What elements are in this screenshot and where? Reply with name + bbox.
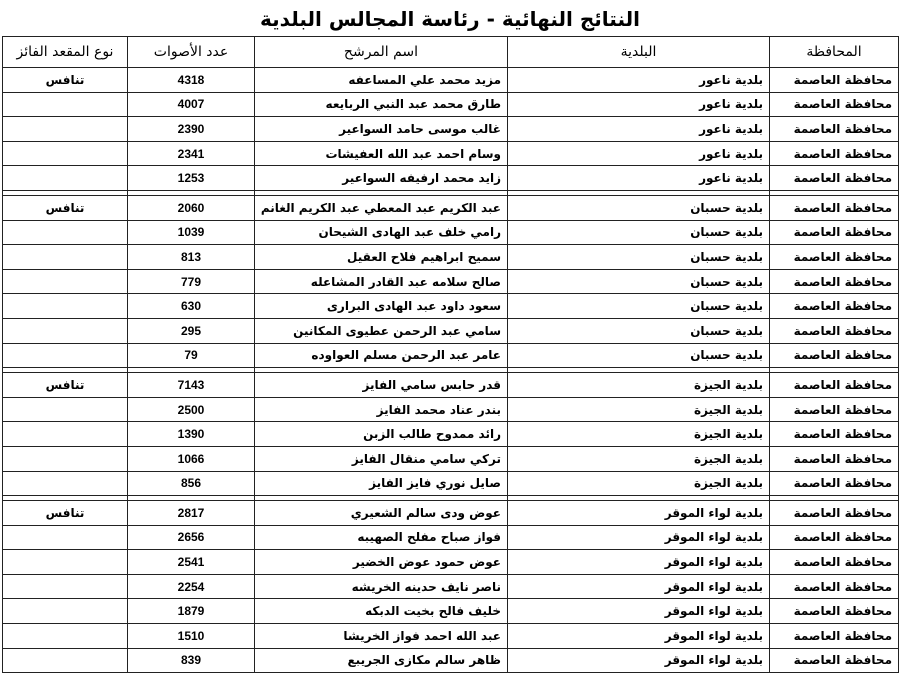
table-row (3, 294, 899, 319)
governorate-cell: محافظة العاصمة (770, 525, 899, 550)
candidate-name-cell: بندر عناد محمد الفايز (255, 397, 508, 422)
municipality-cell: بلدية لواء الموقر (508, 550, 770, 575)
table-row (3, 318, 899, 343)
votes-cell: 2390 (128, 117, 255, 142)
governorate-cell: محافظة العاصمة (770, 648, 899, 673)
governorate-cell: محافظة العاصمة (770, 269, 899, 294)
governorate-cell: محافظة العاصمة (770, 141, 899, 166)
governorate-cell: محافظة العاصمة (770, 245, 899, 270)
votes-cell: 1510 (128, 624, 255, 649)
seat-type-cell (3, 117, 128, 142)
municipality-cell: بلدية ناعور (508, 141, 770, 166)
table-row (3, 501, 899, 526)
table-row (3, 525, 899, 550)
seat-type-cell (3, 343, 128, 368)
governorate-cell: محافظة العاصمة (770, 397, 899, 422)
candidate-name-cell: مزيد محمد علي المساعفه (255, 68, 508, 93)
candidate-name-cell: عبد الكريم عبد المعطي عبد الكريم الغانم (255, 195, 508, 220)
municipality-cell: بلدية الجيزة (508, 471, 770, 496)
seat-type-cell (3, 446, 128, 471)
seat-type-cell (3, 92, 128, 117)
municipality-cell: بلدية لواء الموقر (508, 599, 770, 624)
seat-type-cell (3, 525, 128, 550)
municipality-cell: بلدية لواء الموقر (508, 648, 770, 673)
governorate-cell: محافظة العاصمة (770, 117, 899, 142)
candidate-name-cell: وسام احمد عبد الله العفيشات (255, 141, 508, 166)
votes-cell: 7143 (128, 373, 255, 398)
candidate-name-cell: فواز صباح مفلح الصهيبه (255, 525, 508, 550)
municipality-cell: بلدية الجيزة (508, 446, 770, 471)
candidate-name-cell: صالح سلامه عبد القادر المشاعله (255, 269, 508, 294)
header-seat-type: نوع المقعد الفائز (3, 37, 128, 68)
seat-type-cell (3, 166, 128, 191)
table-row (3, 648, 899, 673)
governorate-cell: محافظة العاصمة (770, 624, 899, 649)
table-header-row (3, 37, 899, 68)
municipality-cell: بلدية حسبان (508, 294, 770, 319)
table-row (3, 373, 899, 398)
municipality-cell: بلدية حسبان (508, 343, 770, 368)
governorate-cell: محافظة العاصمة (770, 446, 899, 471)
seat-type-cell (3, 550, 128, 575)
page-title: النتائج النهائية - رئاسة المجالس البلدية (260, 7, 640, 31)
votes-cell: 630 (128, 294, 255, 319)
candidate-name-cell: عوض حمود عوض الخضير (255, 550, 508, 575)
municipality-cell: بلدية حسبان (508, 245, 770, 270)
table-row (3, 446, 899, 471)
candidate-name-cell: سميح ابراهيم فلاح العقيل (255, 245, 508, 270)
votes-cell: 839 (128, 648, 255, 673)
seat-type-cell: تنافس (3, 501, 128, 526)
table-row (3, 220, 899, 245)
table-row (3, 422, 899, 447)
candidate-name-cell: رامي خلف عبد الهادى الشيحان (255, 220, 508, 245)
seat-type-cell: تنافس (3, 373, 128, 398)
candidate-name-cell: سعود داود عبد الهادى البرارى (255, 294, 508, 319)
table-row (3, 550, 899, 575)
seat-type-cell (3, 624, 128, 649)
municipality-cell: بلدية ناعور (508, 117, 770, 142)
votes-cell: 1879 (128, 599, 255, 624)
header-governorate: المحافظة (770, 37, 899, 68)
candidate-name-cell: ظاهر سالم مكازى الجريبع (255, 648, 508, 673)
municipality-cell: بلدية حسبان (508, 195, 770, 220)
municipality-cell: بلدية ناعور (508, 92, 770, 117)
table-row (3, 343, 899, 368)
governorate-cell: محافظة العاصمة (770, 195, 899, 220)
governorate-cell: محافظة العاصمة (770, 550, 899, 575)
table-row (3, 624, 899, 649)
candidate-name-cell: طارق محمد عبد النبي الربايعه (255, 92, 508, 117)
municipality-cell: بلدية حسبان (508, 318, 770, 343)
table-row (3, 195, 899, 220)
governorate-cell: محافظة العاصمة (770, 318, 899, 343)
seat-type-cell (3, 397, 128, 422)
seat-type-cell (3, 599, 128, 624)
municipality-cell: بلدية حسبان (508, 220, 770, 245)
votes-cell: 1039 (128, 220, 255, 245)
header-candidate: اسم المرشح (255, 37, 508, 68)
votes-cell: 4318 (128, 68, 255, 93)
votes-cell: 2817 (128, 501, 255, 526)
table-row (3, 166, 899, 191)
votes-cell: 1390 (128, 422, 255, 447)
candidate-name-cell: ناصر نايف حدينه الخريشه (255, 574, 508, 599)
table-row (3, 574, 899, 599)
candidate-name-cell: رائد ممدوح طالب الزبن (255, 422, 508, 447)
votes-cell: 1253 (128, 166, 255, 191)
table-row (3, 68, 899, 93)
municipality-cell: بلدية ناعور (508, 68, 770, 93)
governorate-cell: محافظة العاصمة (770, 501, 899, 526)
seat-type-cell (3, 318, 128, 343)
governorate-cell: محافظة العاصمة (770, 166, 899, 191)
votes-cell: 2060 (128, 195, 255, 220)
table-body (3, 68, 899, 673)
seat-type-cell: تنافس (3, 68, 128, 93)
candidate-name-cell: عوض ودى سالم الشعيري (255, 501, 508, 526)
seat-type-cell (3, 220, 128, 245)
municipality-cell: بلدية الجيزة (508, 422, 770, 447)
governorate-cell: محافظة العاصمة (770, 574, 899, 599)
candidate-name-cell: عامر عبد الرحمن مسلم العواوده (255, 343, 508, 368)
municipality-cell: بلدية حسبان (508, 269, 770, 294)
candidate-name-cell: غالب موسى حامد السواعير (255, 117, 508, 142)
governorate-cell: محافظة العاصمة (770, 92, 899, 117)
governorate-cell: محافظة العاصمة (770, 294, 899, 319)
header-votes: عدد الأصوات (128, 37, 255, 68)
candidate-name-cell: تركي سامي منقال الفايز (255, 446, 508, 471)
votes-cell: 2254 (128, 574, 255, 599)
table-row (3, 471, 899, 496)
votes-cell: 856 (128, 471, 255, 496)
votes-cell: 2500 (128, 397, 255, 422)
candidate-name-cell: خليف فالح بخيت الدبكه (255, 599, 508, 624)
table-row (3, 92, 899, 117)
seat-type-cell: تنافس (3, 195, 128, 220)
municipality-cell: بلدية الجيزة (508, 397, 770, 422)
candidate-name-cell: سامي عبد الرحمن عطيوى المكانين (255, 318, 508, 343)
candidate-name-cell: صايل نوري فايز الفايز (255, 471, 508, 496)
seat-type-cell (3, 269, 128, 294)
votes-cell: 79 (128, 343, 255, 368)
seat-type-cell (3, 245, 128, 270)
votes-cell: 1066 (128, 446, 255, 471)
municipality-cell: بلدية ناعور (508, 166, 770, 191)
governorate-cell: محافظة العاصمة (770, 599, 899, 624)
candidate-name-cell: عبد الله احمد فواز الخريشا (255, 624, 508, 649)
governorate-cell: محافظة العاصمة (770, 68, 899, 93)
votes-cell: 295 (128, 318, 255, 343)
seat-type-cell (3, 294, 128, 319)
table-row (3, 397, 899, 422)
governorate-cell: محافظة العاصمة (770, 471, 899, 496)
table-row (3, 245, 899, 270)
governorate-cell: محافظة العاصمة (770, 422, 899, 447)
votes-cell: 2656 (128, 525, 255, 550)
seat-type-cell (3, 648, 128, 673)
municipality-cell: بلدية الجيزة (508, 373, 770, 398)
municipality-cell: بلدية لواء الموقر (508, 574, 770, 599)
candidate-name-cell: قدر حابس سامي الفايز (255, 373, 508, 398)
results-table (2, 36, 899, 673)
table-row (3, 117, 899, 142)
governorate-cell: محافظة العاصمة (770, 220, 899, 245)
votes-cell: 2541 (128, 550, 255, 575)
votes-cell: 813 (128, 245, 255, 270)
votes-cell: 2341 (128, 141, 255, 166)
municipality-cell: بلدية لواء الموقر (508, 624, 770, 649)
votes-cell: 779 (128, 269, 255, 294)
governorate-cell: محافظة العاصمة (770, 343, 899, 368)
candidate-name-cell: زايد محمد ارفيفه السواعير (255, 166, 508, 191)
municipality-cell: بلدية لواء الموقر (508, 501, 770, 526)
governorate-cell: محافظة العاصمة (770, 373, 899, 398)
seat-type-cell (3, 141, 128, 166)
seat-type-cell (3, 422, 128, 447)
seat-type-cell (3, 574, 128, 599)
table-row (3, 141, 899, 166)
votes-cell: 4007 (128, 92, 255, 117)
header-municipality: البلدية (508, 37, 770, 68)
table-row (3, 599, 899, 624)
seat-type-cell (3, 471, 128, 496)
municipality-cell: بلدية لواء الموقر (508, 525, 770, 550)
table-row (3, 269, 899, 294)
